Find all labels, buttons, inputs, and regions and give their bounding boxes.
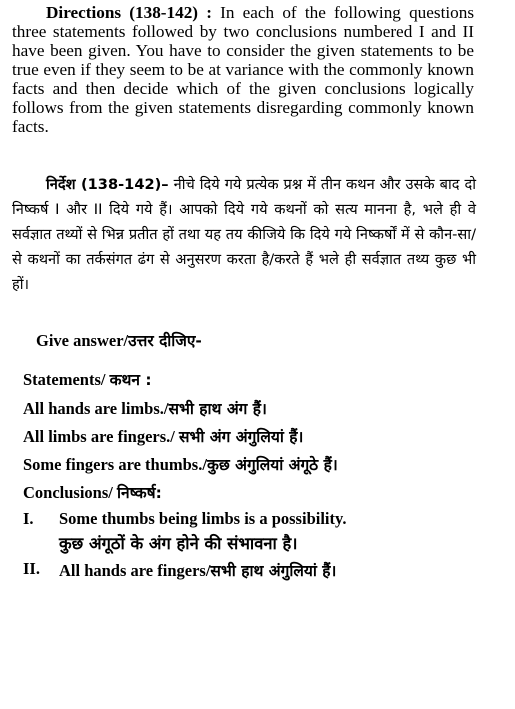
conclusions-heading-en: Conclusions/ xyxy=(23,483,117,502)
statement-3-en: Some fingers are thumbs./ xyxy=(23,455,207,474)
directions-english xyxy=(12,3,474,136)
conclusion-2-number: II. xyxy=(23,559,40,578)
directions-hindi xyxy=(12,172,476,297)
conclusion-2 xyxy=(59,559,336,581)
statements-heading-hi: कथन : xyxy=(109,371,152,389)
statements-heading xyxy=(23,368,152,390)
conclusion-2-hi: सभी हाथ अंगुलियां हैं। xyxy=(210,562,337,580)
give-answer-line xyxy=(36,329,202,351)
conclusion-1-number: I. xyxy=(23,509,34,528)
statement-1 xyxy=(23,397,267,419)
directions-label: Directions (138-142) : xyxy=(46,3,212,22)
give-answer-hi: उत्तर दीजिए- xyxy=(128,332,202,350)
statement-3-hi: कुछ अंगुलियां अंगूठे हैं। xyxy=(206,456,338,474)
directions-hindi-label: निर्देश (138-142)– xyxy=(46,176,169,193)
conclusion-1-hi: कुछ अंगूठों के अंग होने की संभावना है। xyxy=(59,534,298,553)
directions-text: In each of the following questions three statements followed by two conclusions numbered I and II have been given. You have to consider the given statements to be true even if they seem to be at variance with the commonly known facts and then decide which of the given conclusions logically follows from the given statements disregarding commonly known facts. xyxy=(12,3,475,136)
statement-1-hi: सभी हाथ अंग हैं। xyxy=(168,400,267,418)
give-answer-en: Give answer/ xyxy=(36,331,129,350)
statement-3 xyxy=(23,453,338,475)
conclusions-heading xyxy=(23,481,162,503)
conclusion-2-en: All hands are fingers/ xyxy=(59,561,211,580)
statement-1-en: All hands are limbs./ xyxy=(23,399,169,418)
statement-2-en: All limbs are fingers./ xyxy=(23,427,179,446)
conclusions-heading-hi: निष्कर्ष: xyxy=(117,484,162,502)
directions-hindi-text: नीचे दिये गये प्रत्येक प्रश्न में तीन कथन और उसके बाद दो निष्कर्ष I और II दिये गये हैं। आपको दिये गये कथनों को सत्य मानना है, भले ही वे सर्वज्ञात तथ्यों से भिन्न प्रतीत हों तथा यह तय कीजिये कि दिये गये निष्कर्षों में से कौन-सा/से कथनों का तर्कसंगत ढंग से अनुसरण करता है/करते हैं भले ही सर्वज्ञात तथ्य कुछ भी हों। xyxy=(12,176,476,293)
statement-2-hi: सभी अंग अंगुलियां हैं। xyxy=(178,428,304,446)
statements-heading-en: Statements/ xyxy=(23,370,110,389)
conclusion-1-en: Some thumbs being limbs is a possibility. xyxy=(59,509,347,528)
statement-2 xyxy=(23,425,303,447)
